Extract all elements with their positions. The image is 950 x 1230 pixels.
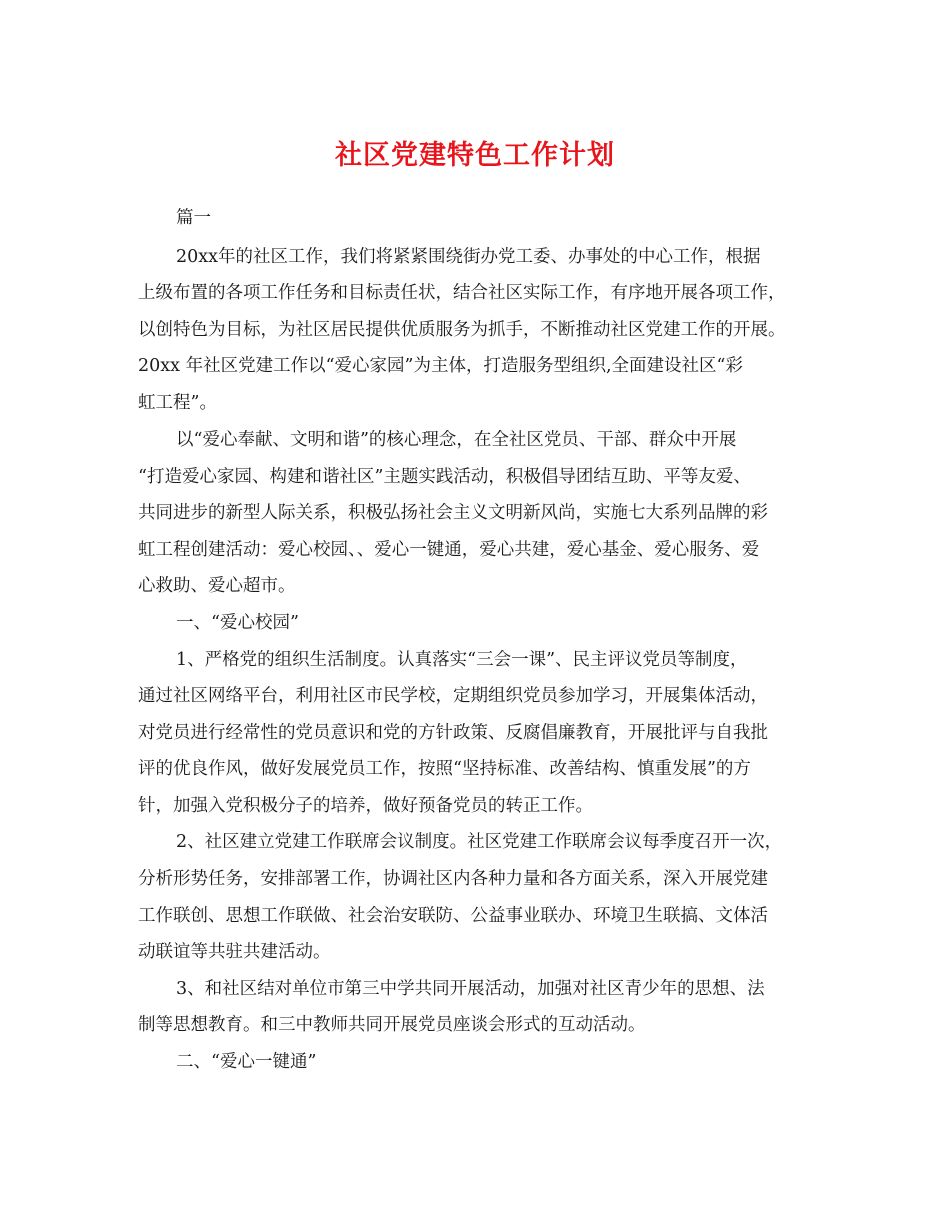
paragraph-line: 20xx 年社区党建工作以“爱心家园”为主体，打造服务型组织,全面建设社区“彩 xyxy=(138,356,743,376)
paragraph-line: 工作联创、思想工作联做、社会治安联防、公益事业联办、环境卫生联搞、文体活 xyxy=(138,906,768,926)
paragraph-line: 评的优良作风，做好发展党员工作，按照“坚持标准、改善结构、慎重发展”的方 xyxy=(138,759,751,779)
section-heading: 一、“爱心校园” xyxy=(176,613,299,633)
paragraph-line: 上级布置的各项工作任务和目标责任状，结合社区实际工作，有序地开展各项工作， xyxy=(138,283,786,303)
paragraph-line: 制等思想教育。和三中教师共同开展党员座谈会形式的互动活动。 xyxy=(138,1015,646,1035)
paragraph-line: “打造爱心家园、构建和谐社区”主题实践活动，积极倡导团结互助、平等友爱、 xyxy=(138,467,751,487)
paragraph-line: 1、严格党的组织生活制度。认真落实“三会一课”、民主评议党员等制度， xyxy=(176,650,748,670)
paragraph-line: 动联谊等共驻共建活动。 xyxy=(138,942,331,962)
document-title: 社区党建特色工作计划 xyxy=(335,140,615,171)
paragraph-line: 以“爱心奉献、文明和谐”的核心理念，在全社区党员、干部、群众中开展 xyxy=(176,430,737,450)
paragraph-line: 虹工程”。 xyxy=(138,393,217,413)
paragraph-line: 2、社区建立党建工作联席会议制度。社区党建工作联席会议每季度召开一次， xyxy=(176,832,783,852)
section-label: 篇一 xyxy=(176,208,211,228)
section-heading: 二、“爱心一键通” xyxy=(176,1052,317,1072)
paragraph-line: 虹工程创建活动：爱心校园、、爱心一键通，爱心共建，爱心基金、爱心服务、爱 xyxy=(138,540,760,560)
paragraph-line: 共同进步的新型人际关系，积极弘扬社会主义文明新风尚，实施七大系列品牌的彩 xyxy=(138,503,768,523)
paragraph-line: 针，加强入党积极分子的培养，做好预备党员的转正工作。 xyxy=(138,796,593,816)
paragraph-line: 20xx年的社区工作，我们将紧紧围绕街办党工委、办事处的中心工作，根据 xyxy=(176,247,761,267)
paragraph-line: 心救助、爱心超市。 xyxy=(138,576,296,596)
paragraph-line: 分析形势任务，安排部署工作，协调社区内各种力量和各方面关系，深入开展党建 xyxy=(138,869,768,889)
paragraph-line: 通过社区网络平台，利用社区市民学校，定期组织党员参加学习，开展集体活动， xyxy=(138,686,768,706)
paragraph-line: 以创特色为目标，为社区居民提供优质服务为抓手，不断推动社区党建工作的开展。 xyxy=(138,320,786,340)
paragraph-line: 对党员进行经常性的党员意识和党的方针政策、反腐倡廉教育，开展批评与自我批 xyxy=(138,723,768,743)
paragraph-line: 3、和社区结对单位市第三中学共同开展活动，加强对社区青少年的思想、法 xyxy=(176,979,765,999)
